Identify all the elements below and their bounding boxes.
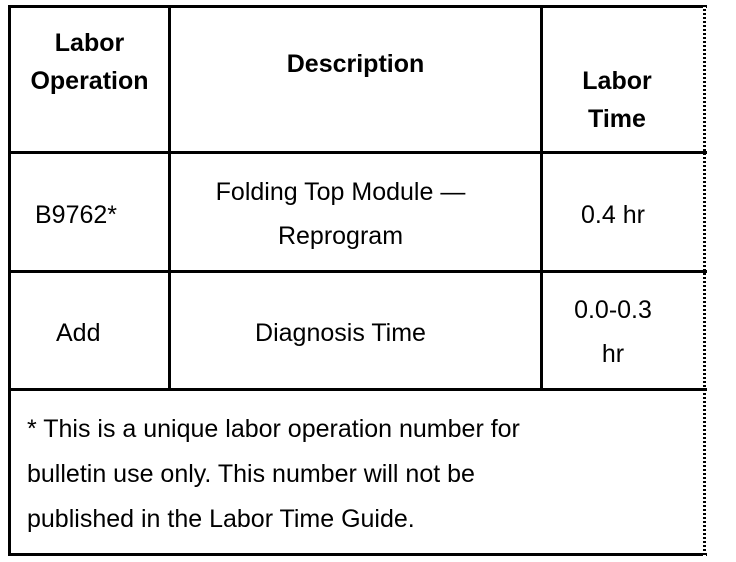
footnote-line2: bulletin use only. This number will not be (27, 460, 475, 488)
description-line1: Folding Top Module — (215, 178, 466, 206)
operation-code: Add (56, 319, 101, 347)
header-labor-operation (11, 22, 168, 102)
table-right-border (703, 5, 706, 556)
header-labor-operation-line2: Operation (30, 67, 149, 95)
header-labor-time (543, 60, 691, 140)
footnote (27, 407, 687, 542)
table-row-2-description (171, 311, 540, 355)
table-row-2-time (543, 288, 683, 376)
header-description (171, 44, 540, 84)
labor-time-line2: hr (601, 340, 625, 368)
footnote-line3: published in the Labor Time Guide. (27, 505, 415, 533)
description-line1: Diagnosis Time (255, 319, 426, 347)
table-row-2-operation (11, 311, 168, 355)
table-row-1-operation (11, 193, 168, 237)
table-row-1-time (543, 193, 683, 237)
header-labor-time-line2: Time (588, 105, 646, 133)
header-labor-operation-line1: Labor (54, 29, 125, 57)
labor-time-value: 0.4 hr (581, 201, 645, 229)
header-divider (8, 151, 707, 154)
header-labor-time-line1: Labor (582, 67, 652, 95)
footnote-line1: * This is a unique labor operation number for (27, 415, 520, 443)
header-description-label: Description (286, 50, 425, 78)
table-row-1-description (171, 170, 540, 258)
description-line2: Reprogram (277, 222, 404, 250)
operation-code: B9762* (35, 201, 118, 229)
row-divider (8, 270, 707, 273)
labor-time-line1: 0.0-0.3 (574, 296, 652, 324)
footnote-divider (8, 388, 707, 391)
